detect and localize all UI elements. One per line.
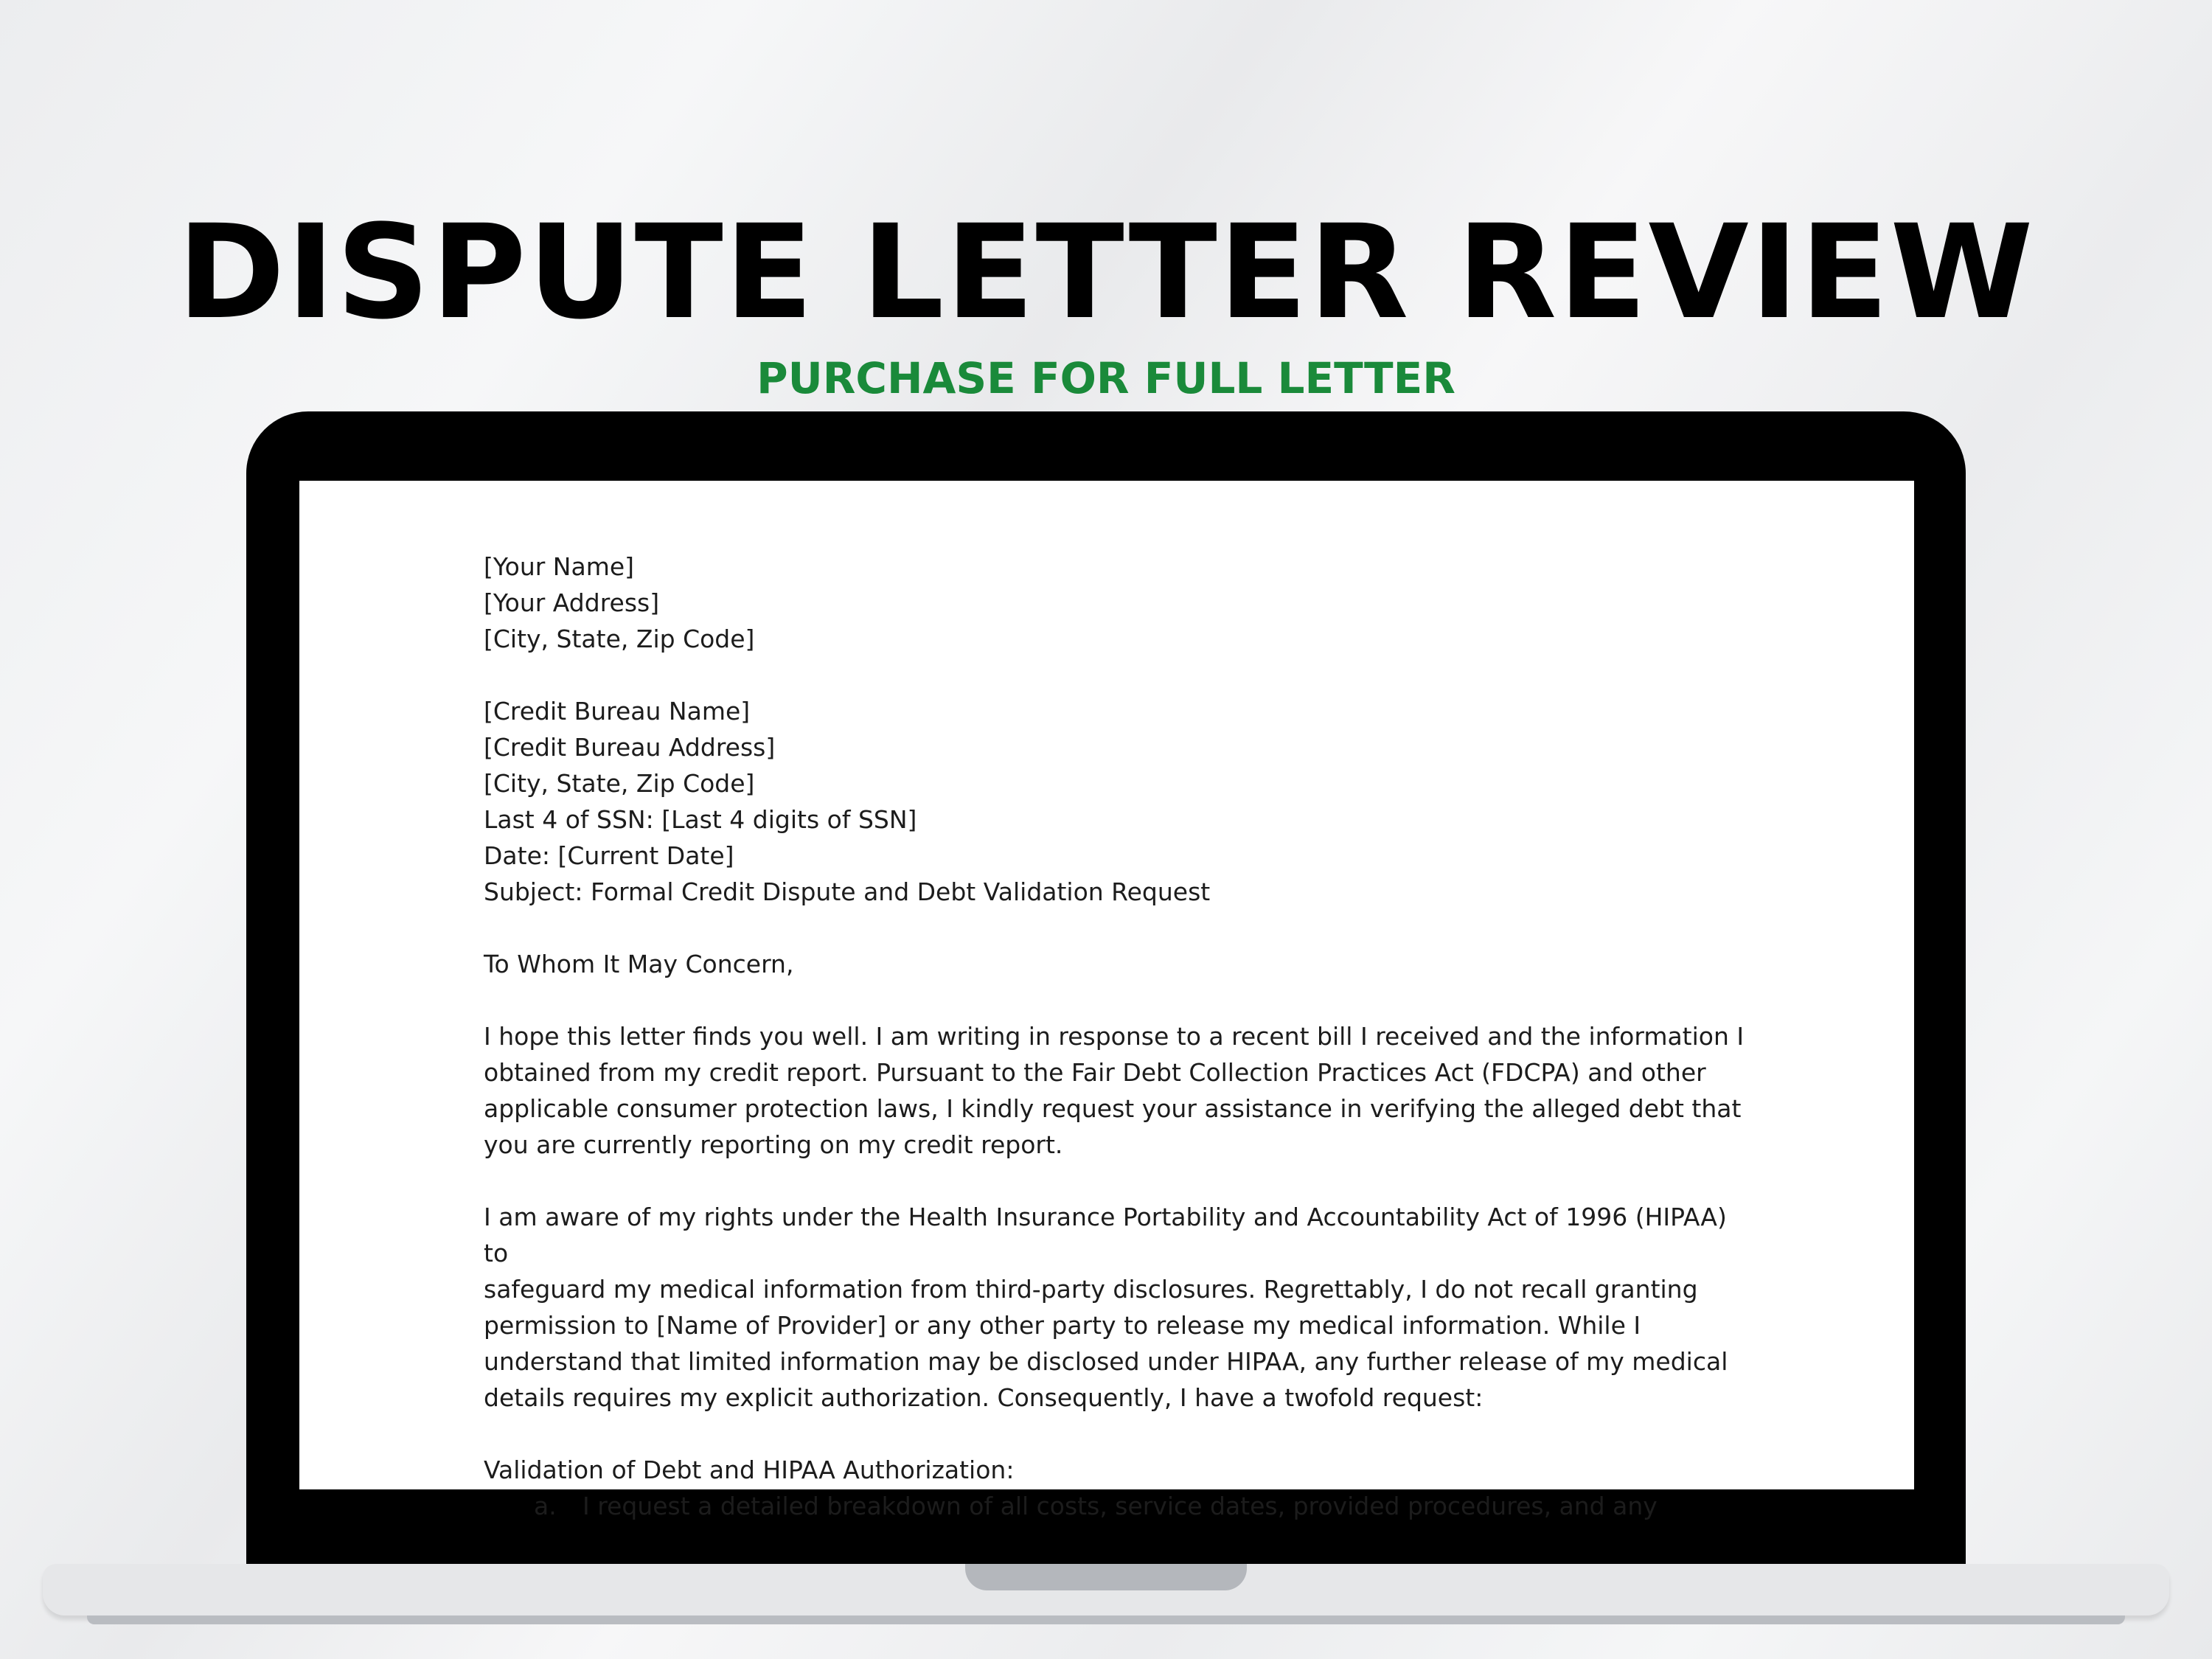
- sender-name: [Your Name]: [484, 552, 635, 581]
- paragraph2-line: details requires my explicit authorization. Consequently, I have a twofold request:: [484, 1383, 1484, 1412]
- page-title: DISPUTE LETTER REVIEW: [177, 197, 2035, 348]
- paragraph2-line: safeguard my medical information from third-party disclosures. Regrettably, I do not recall granting: [484, 1275, 1698, 1304]
- list-marker: a.: [534, 1492, 557, 1520]
- paragraph2-line: understand that limited information may be disclosed under HIPAA, any further release of my medical: [484, 1347, 1728, 1376]
- list-item-text: I request a detailed breakdown of all costs, service dates, provided procedures, and any: [582, 1492, 1658, 1520]
- paragraph1-line: obtained from my credit report. Pursuant to the Fair Debt Collection Practices Act (FDCPA) and other: [484, 1058, 1706, 1087]
- ssn-line: Last 4 of SSN: [Last 4 digits of SSN]: [484, 805, 917, 834]
- date-line: Date: [Current Date]: [484, 841, 734, 870]
- bureau-name: [Credit Bureau Name]: [484, 697, 751, 726]
- salutation: To Whom It May Concern,: [484, 950, 794, 978]
- section-heading: Validation of Debt and HIPAA Authorization:: [484, 1455, 1015, 1484]
- laptop-screen: [299, 481, 1914, 1520]
- paragraph2-line: permission to [Name of Provider] or any other party to release my medical information. While I: [484, 1311, 1641, 1340]
- list-item: [484, 1488, 1752, 1524]
- bureau-city: [City, State, Zip Code]: [484, 769, 755, 798]
- paragraph1-line: applicable consumer protection laws, I kindly request your assistance in verifying the alleged debt that: [484, 1094, 1742, 1123]
- purchase-subtitle: PURCHASE FOR FULL LETTER: [757, 353, 1455, 403]
- paragraph1-line: I hope this letter finds you well. I am writing in response to a recent bill I received and the information I: [484, 1022, 1745, 1051]
- laptop-base-lip: [87, 1615, 2125, 1624]
- subject-line: Subject: Formal Credit Dispute and Debt Validation Request: [484, 877, 1211, 906]
- bureau-address: [Credit Bureau Address]: [484, 733, 776, 762]
- sender-city: [City, State, Zip Code]: [484, 625, 755, 653]
- paragraph2-line: I am aware of my rights under the Health Insurance Portability and Accountability Act of 1996 (HIPAA) to: [484, 1203, 1727, 1267]
- paragraph1-line: you are currently reporting on my credit report.: [484, 1130, 1063, 1159]
- laptop-notch: [965, 1564, 1247, 1590]
- laptop-bezel: [246, 411, 1966, 1566]
- letter-document: [484, 549, 1752, 1524]
- sender-address: [Your Address]: [484, 588, 660, 617]
